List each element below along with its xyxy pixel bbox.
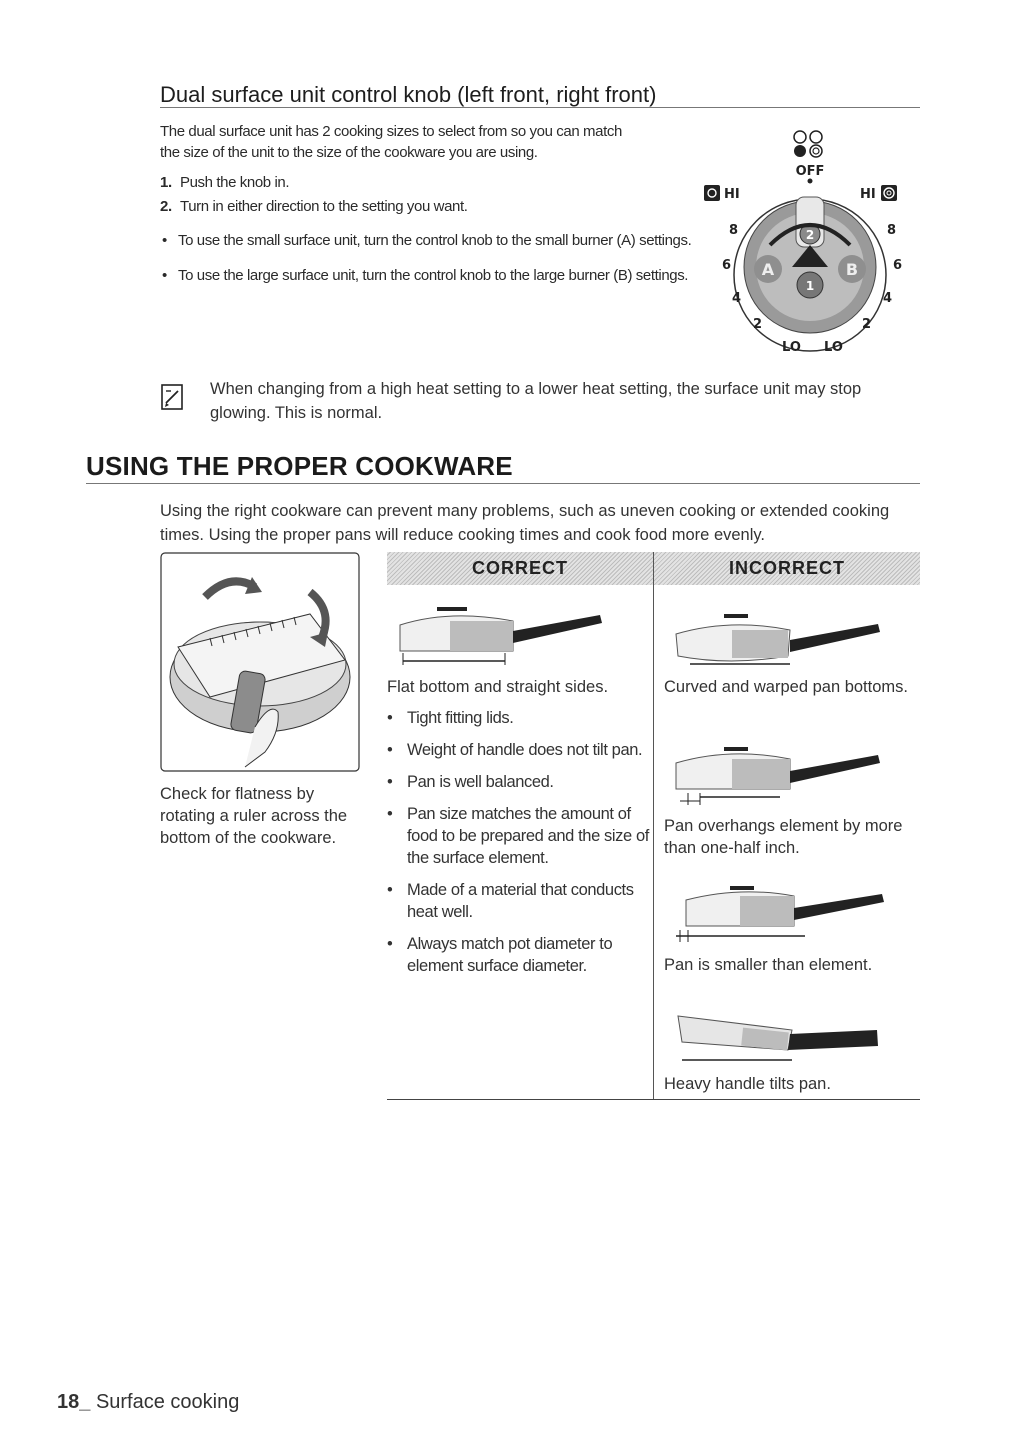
section-name: Surface cooking	[95, 1391, 240, 1413]
correct-list	[387, 707, 649, 987]
control-knob-diagram	[700, 125, 920, 360]
warped-pan-illustration	[670, 610, 885, 668]
mark-8-right: 8	[887, 223, 897, 238]
small-pan-illustration	[670, 884, 890, 946]
mark-4-right: 4	[883, 291, 893, 306]
correct-lead: Flat bottom and straight sides.	[387, 678, 609, 696]
flatness-caption: Check for flatness by rotating a ruler across the bottom of the cookware.	[160, 785, 348, 847]
title-underline	[160, 107, 920, 108]
note-text: When changing from a high heat setting to a lower heat setting, the surface unit may stop glowing. This is normal.	[210, 380, 862, 422]
cookware-intro: Using the right cookware can prevent many problems, such as uneven cooking or extended cooking times. Using the proper pans will reduce cooking times and cook food more evenly.	[160, 502, 890, 544]
correct-item: • Weight of handle does not tilt pan.	[387, 739, 649, 761]
page-footer	[57, 1391, 239, 1414]
step-2: 2. Turn in either direction to the setting you want.	[160, 198, 468, 215]
tilted-pan-illustration	[672, 1010, 887, 1065]
heading-underline	[86, 483, 920, 484]
correct-header: CORRECT	[387, 552, 653, 585]
mark-4-left: 4	[732, 291, 742, 306]
incorrect-tilt: Heavy handle tilts pan.	[664, 1075, 831, 1093]
hi-left-label: HI	[724, 187, 740, 202]
lo-right-label: LO	[824, 340, 843, 355]
incorrect-warped: Curved and warped pan bottoms.	[664, 678, 908, 696]
burner-indicator-icon	[794, 131, 822, 157]
column-divider	[653, 552, 654, 1099]
off-label: OFF	[795, 164, 825, 179]
mark-8-left: 8	[729, 223, 739, 238]
mark-6-left: 6	[722, 258, 732, 273]
mark-2-right: 2	[862, 317, 872, 332]
dual-knob-bullets	[160, 230, 720, 296]
correct-item: • Tight fitting lids.	[387, 707, 649, 729]
incorrect-small: Pan is smaller than element.	[664, 956, 873, 974]
section-title-dual-knob: Dual surface unit control knob (left front, right front)	[160, 82, 657, 107]
steps-list	[160, 171, 720, 219]
mark-2-left: 2	[753, 317, 763, 332]
hi-right-label: HI	[860, 187, 876, 202]
correct-pan-illustration	[395, 603, 610, 665]
lo-left-label: LO	[782, 340, 801, 355]
flatness-check-illustration	[160, 552, 360, 772]
correct-item: • Pan size matches the amount of food to be prepared and the size of the surface element.	[387, 803, 649, 869]
bullet-large-unit: • To use the large surface unit, turn the control knob to the large burner (B) settings.	[160, 265, 720, 286]
mark-6-right: 6	[893, 258, 903, 273]
step-1: 1. Push the knob in.	[160, 174, 290, 191]
dual-knob-intro: The dual surface unit has 2 cooking sizes to select from so you can match the size of the unit to the size of the cookware you are using.	[160, 123, 622, 161]
correct-item: • Made of a material that conducts heat well.	[387, 879, 649, 923]
bullet-small-unit: • To use the small surface unit, turn the control knob to the small burner (A) settings.	[160, 230, 720, 251]
small-burner-icon	[704, 185, 720, 201]
table-bottom-rule	[387, 1099, 920, 1100]
page-number: 18_	[57, 1391, 91, 1413]
section-title-cookware: USING THE PROPER COOKWARE	[86, 451, 513, 481]
incorrect-header: INCORRECT	[654, 552, 920, 585]
svg-text:2: 2	[805, 228, 815, 242]
zone-a-label: A	[761, 260, 775, 279]
zone-b-label: B	[845, 260, 859, 279]
correct-item: • Always match pot diameter to element surface diameter.	[387, 933, 649, 977]
correct-item: • Pan is well balanced.	[387, 771, 649, 793]
center-label: 1	[805, 279, 815, 293]
incorrect-overhang: Pan overhangs element by more than one-half inch.	[664, 817, 903, 857]
overhanging-pan-illustration	[670, 745, 885, 807]
note-icon	[160, 383, 184, 411]
